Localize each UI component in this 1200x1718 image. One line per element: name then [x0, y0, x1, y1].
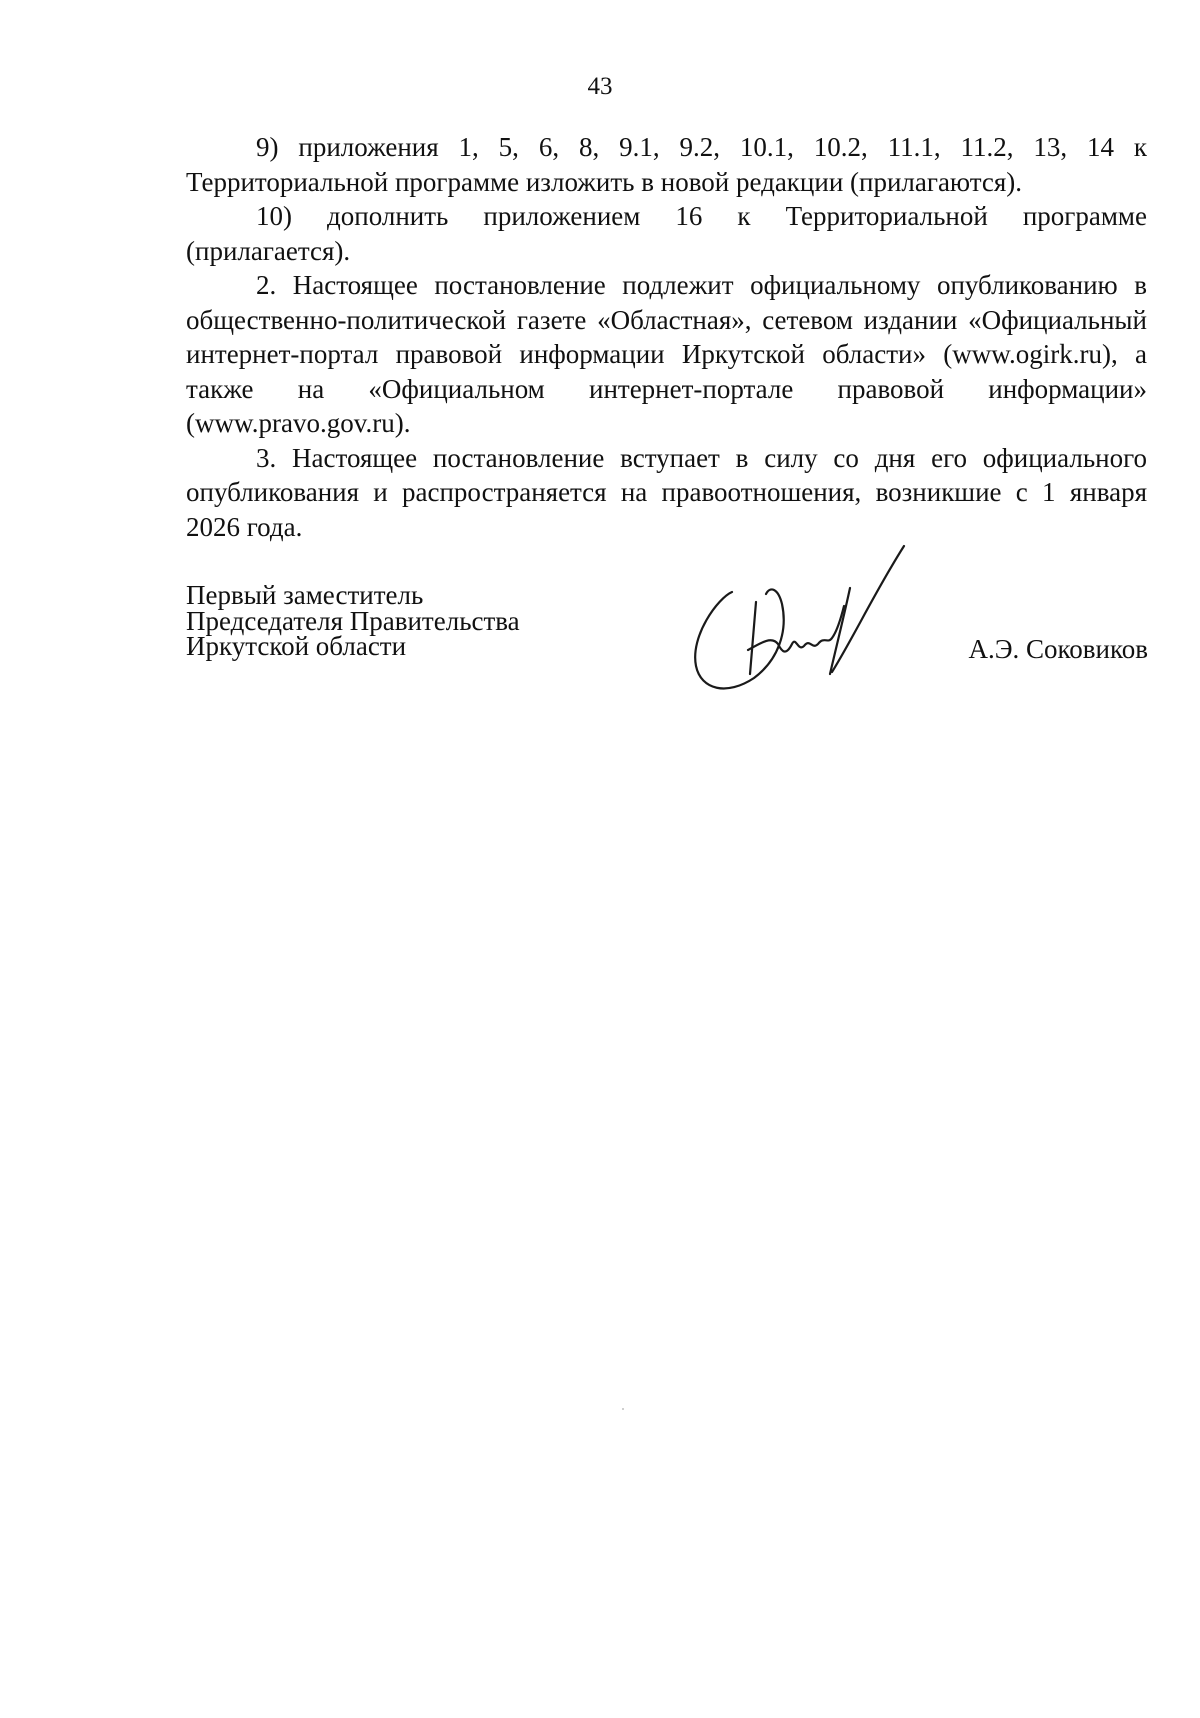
signer-position-line: Первый заместитель — [186, 580, 424, 610]
signature-tall-stroke — [830, 588, 850, 674]
signature-inner-stroke — [750, 602, 756, 674]
signature-loop-stroke — [695, 589, 784, 688]
handwritten-signature — [682, 540, 922, 700]
paragraph-item-10: 10) дополнить приложением 16 к Территориальной программе (прилагается). — [186, 201, 1147, 266]
signer-name: А.Э. Соковиков — [968, 634, 1148, 664]
scan-speck — [622, 1408, 624, 1410]
paragraph-item-9: 9) приложения 1, 5, 6, 8, 9.1, 9.2, 10.1, 10.2, 11.1, 11.2, 13, 14 к Территориальной программе изложить в новой редакции (прилагаются). — [186, 132, 1147, 197]
page-number: 43 — [587, 73, 613, 100]
signer-position — [186, 580, 520, 661]
signer-position-line: Иркутской области — [186, 631, 407, 661]
paragraph-publication: 2. Настоящее постановление подлежит официальному опубликованию в общественно-политической газете «Областная», сетевом издании «Официальный интернет-портал правовой информации Иркутской области» (www.ogirk.ru), а также на «Официальном интернет-портале правовой информации» (www.pravo.gov.ru). — [186, 270, 1147, 438]
document-body — [186, 130, 1147, 544]
signature-cursive-stroke — [748, 606, 844, 652]
signer-position-line: Председателя Правительства — [186, 605, 520, 636]
paragraph-effective-date: 3. Настоящее постановление вступает в силу со дня его официального опубликования и распространяется на правоотношения, возникшие с 1 января 2026 года. — [186, 442, 1147, 542]
